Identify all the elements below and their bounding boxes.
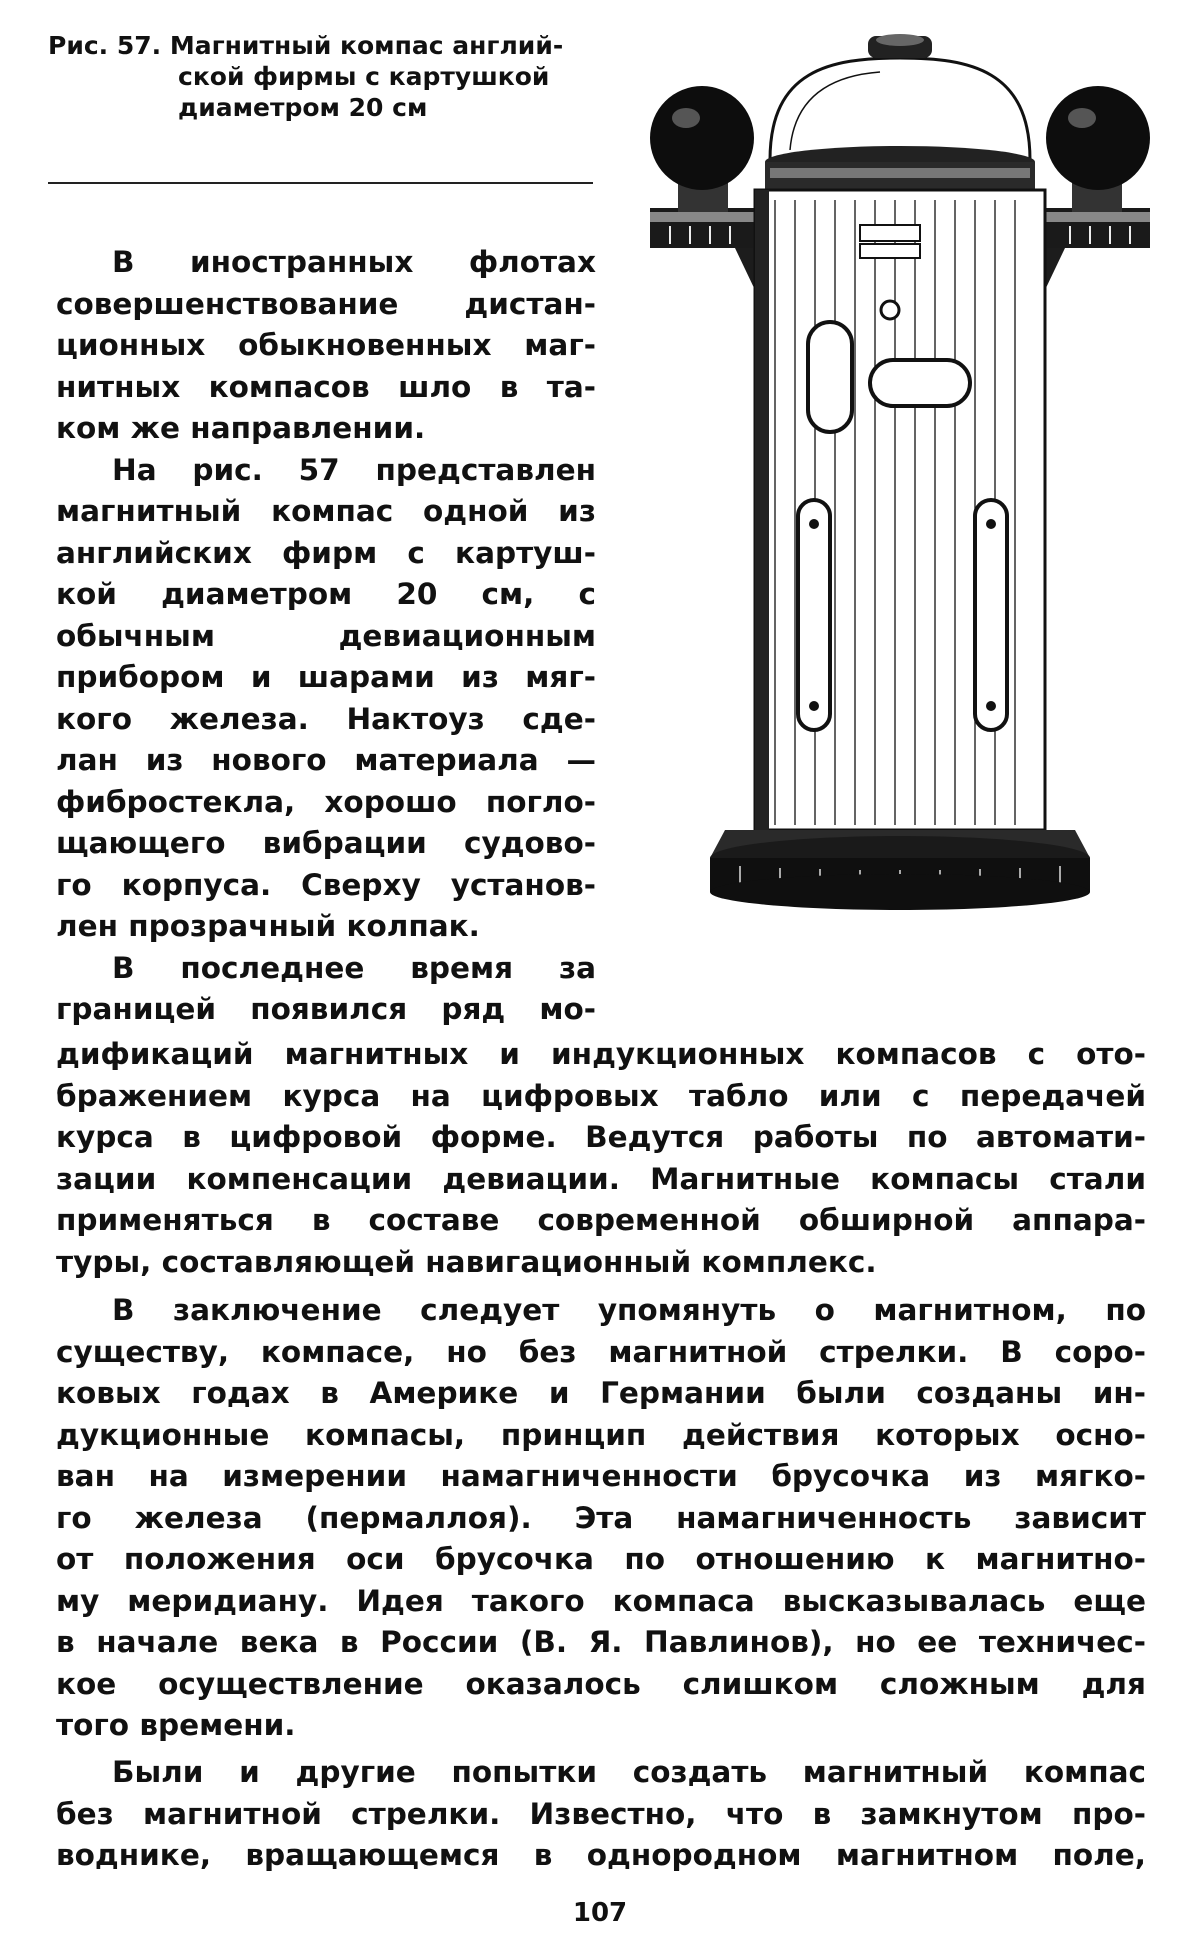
- page-number: 107: [572, 1898, 628, 1928]
- text-line: го железа (пермаллоя). Эта намагниченность зависит: [56, 1500, 1146, 1535]
- text-line: английских фирм с картуш-: [56, 535, 596, 570]
- text-line: му меридиану. Идея такого компаса высказывалась еще: [56, 1583, 1146, 1618]
- text-line: прибором и шарами из мяг-: [56, 660, 596, 694]
- text-line: кой диаметром 20 см, с: [56, 577, 596, 611]
- text-line: кое осуществление оказалось слишком сложным для: [56, 1666, 1146, 1701]
- text-line: Были и другие попытки создать магнитный компас: [112, 1755, 1146, 1789]
- text-line: ком же направлении.: [56, 411, 426, 445]
- text-line: совершенствование дистан-: [56, 286, 596, 321]
- caption-line: диаметром 20 см: [178, 93, 428, 122]
- compass-binnacle-illustration: [650, 30, 1150, 950]
- text-line: в начале века в России (В. Я. Павлинов), но ее техничес-: [56, 1625, 1146, 1659]
- text-line: зации компенсации девиации. Магнитные компасы стали: [56, 1161, 1146, 1196]
- text-line: обычным девиационным: [56, 618, 596, 653]
- text-line: бражением курса на цифровых табло или с передачей: [56, 1078, 1146, 1113]
- text-line: дукционные компасы, принцип действия которых осно-: [56, 1417, 1146, 1452]
- text-block-wide-3: [56, 1752, 1146, 1877]
- text-line: лан из нового материала —: [56, 743, 596, 777]
- text-line: ван на измерении намагниченности брусочка из мягко-: [56, 1459, 1146, 1493]
- text-line: На рис. 57 представлен: [112, 452, 596, 487]
- caption-divider: [48, 182, 593, 184]
- text-line: щающего вибрации судово-: [56, 826, 596, 860]
- text-line: туры, составляющей навигационный комплекс.: [56, 1244, 877, 1279]
- text-block-wide-1: [56, 1034, 1146, 1283]
- text-line: от положения оси брусочка по отношению к магнитно-: [56, 1542, 1146, 1576]
- text-line: воднике, вращающемся в однородном магнитном поле,: [56, 1838, 1146, 1872]
- text-line: В иностранных флотах: [112, 245, 596, 279]
- text-line: го корпуса. Сверху установ-: [56, 867, 596, 902]
- text-line: существу, компасе, но без магнитной стрелки. В соро-: [56, 1334, 1146, 1369]
- text-line: В заключение следует упомянуть о магнитном, по: [112, 1293, 1146, 1327]
- text-line: фибростекла, хорошо погло-: [56, 784, 596, 819]
- text-block-wide-2: [56, 1290, 1146, 1747]
- text-line: магнитный компас одной из: [56, 494, 596, 528]
- text-line: ционных обыкновенных маг-: [56, 328, 596, 362]
- caption-line: ской фирмы с картушкой: [178, 62, 550, 91]
- text-line: дификаций магнитных и индукционных компасов с ото-: [56, 1037, 1146, 1071]
- text-column-narrow: [56, 242, 596, 1031]
- text-line: ковых годах в Америке и Германии были созданы ин-: [56, 1376, 1146, 1410]
- text-line: того времени.: [56, 1708, 296, 1742]
- text-line: без магнитной стрелки. Известно, что в замкнутом про-: [56, 1796, 1146, 1831]
- text-line: В последнее время за: [112, 950, 596, 985]
- text-line: лен прозрачный колпак.: [56, 909, 480, 943]
- text-line: границей появился ряд мо-: [56, 992, 596, 1026]
- figure-caption: [48, 30, 608, 123]
- caption-line: Рис. 57. Магнитный компас англий-: [48, 31, 564, 60]
- text-line: курса в цифровой форме. Ведутся работы по автомати-: [56, 1120, 1146, 1154]
- text-line: кого железа. Нактоуз сде-: [56, 701, 596, 736]
- text-line: применяться в составе современной обширной аппара-: [56, 1203, 1146, 1237]
- text-line: нитных компасов шло в та-: [56, 369, 596, 404]
